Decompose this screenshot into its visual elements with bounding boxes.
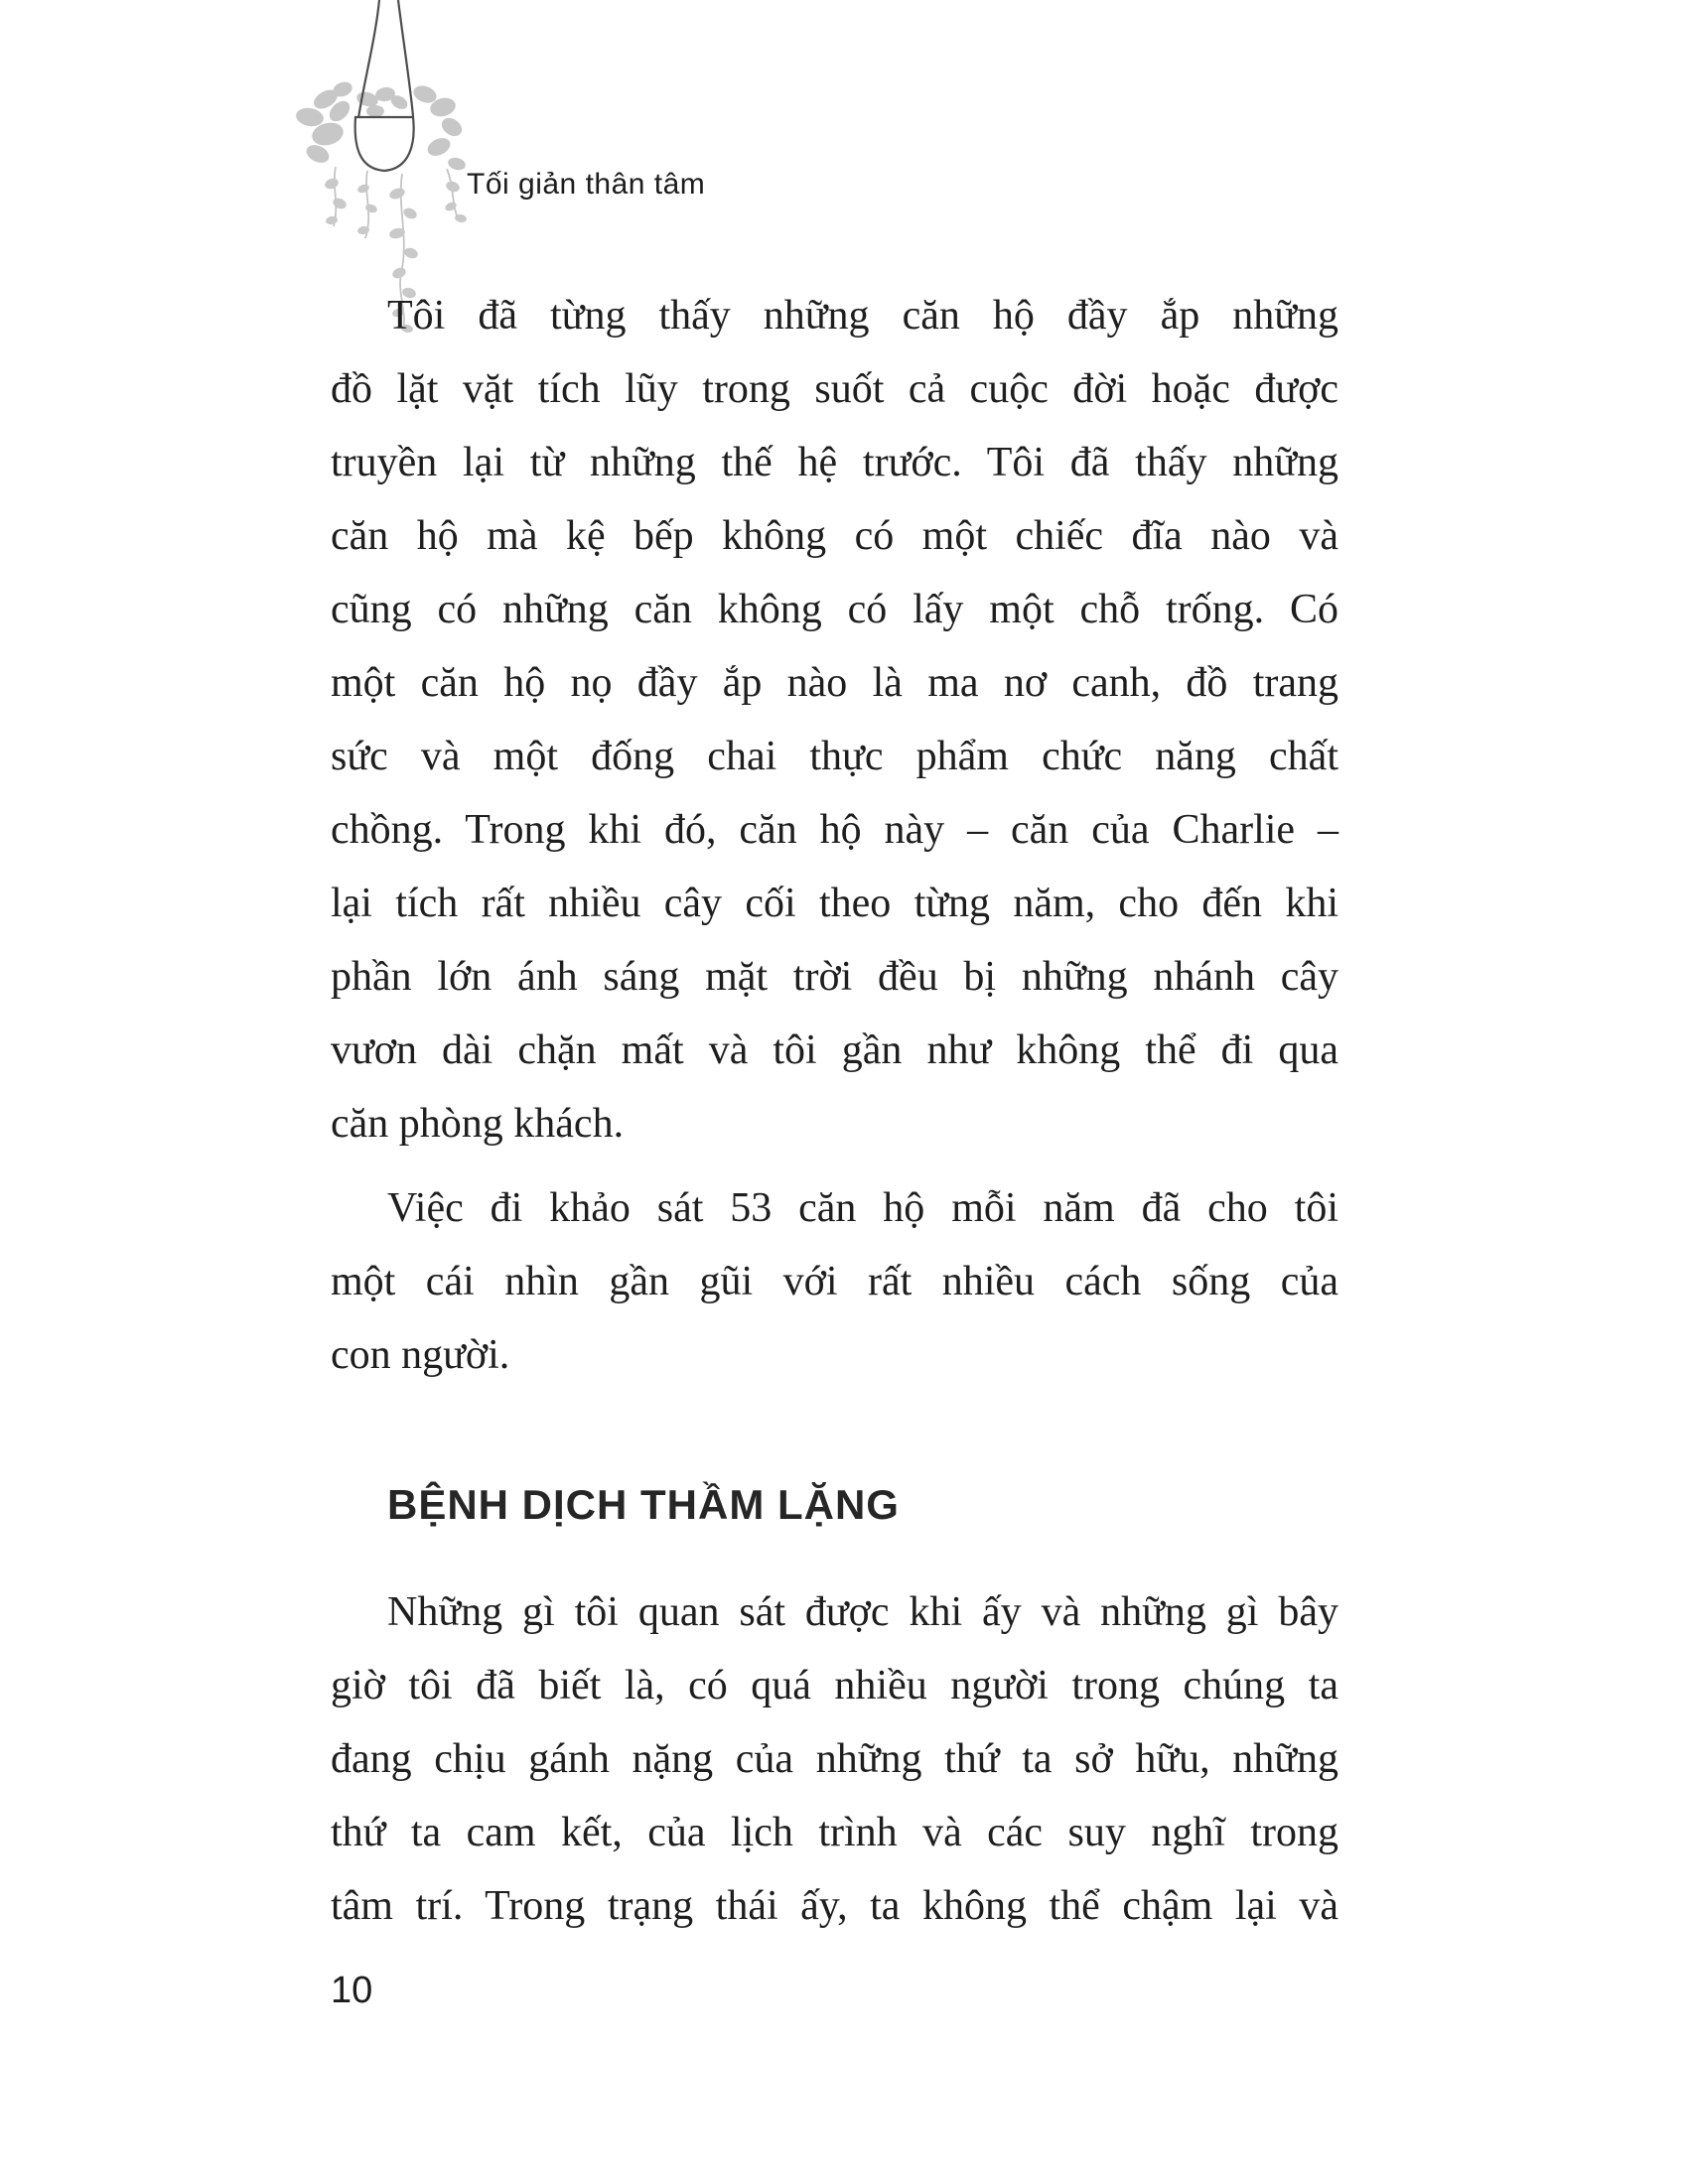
text-line: cũng có những căn không có lấy một chỗ trống. Có (331, 587, 1338, 632)
text-line: Những gì tôi quan sát được khi ấy và những gì bây (387, 1589, 1338, 1635)
running-header: Tối giản thân tâm (467, 168, 706, 201)
text-line: căn phòng khách. (331, 1101, 625, 1147)
text-line: một căn hộ nọ đầy ắp nào là ma nơ canh, đồ trang (331, 660, 1338, 706)
paragraph-1 (331, 279, 1338, 1160)
text-line: đồ lặt vặt tích lũy trong suốt cả cuộc đời hoặc được (331, 366, 1338, 412)
plant-pot (355, 0, 414, 171)
text-line: giờ tôi đã biết là, có quá nhiều người trong chúng ta (331, 1663, 1338, 1708)
text-line: Việc đi khảo sát 53 căn hộ mỗi năm đã cho tôi (387, 1185, 1338, 1231)
text-line: Tôi đã từng thấy những căn hộ đầy ắp những (387, 293, 1338, 339)
text-line: sức và một đống chai thực phẩm chức năng chất (331, 734, 1338, 779)
text-line: truyền lại từ những thế hệ trước. Tôi đã thấy những (331, 440, 1338, 485)
text-line: căn hộ mà kệ bếp không có một chiếc đĩa nào và (331, 513, 1338, 559)
text-line: vươn dài chặn mất và tôi gần như không thể đi qua (331, 1027, 1338, 1073)
text-line: một cái nhìn gần gũi với rất nhiều cách sống của (331, 1259, 1338, 1304)
section-heading: BỆNH DỊCH THẦM LẶNG (387, 1481, 900, 1528)
paragraph-3 (331, 1575, 1338, 1943)
page-number: 10 (331, 1970, 373, 2011)
text-line: đang chịu gánh nặng của những thứ ta sở hữu, những (331, 1736, 1338, 1782)
text-line: chồng. Trong khi đó, căn hộ này – căn của Charlie – (331, 807, 1338, 853)
text-line: tâm trí. Trong trạng thái ấy, ta không thể chậm lại và (331, 1883, 1338, 1929)
paragraph-2 (331, 1171, 1338, 1392)
text-line: thứ ta cam kết, của lịch trình và các suy nghĩ trong (331, 1810, 1338, 1855)
text-line: lại tích rất nhiều cây cối theo từng năm, cho đến khi (331, 881, 1338, 926)
text-line: con người. (331, 1332, 510, 1378)
text-line: phần lớn ánh sáng mặt trời đều bị những nhánh cây (331, 954, 1338, 1000)
